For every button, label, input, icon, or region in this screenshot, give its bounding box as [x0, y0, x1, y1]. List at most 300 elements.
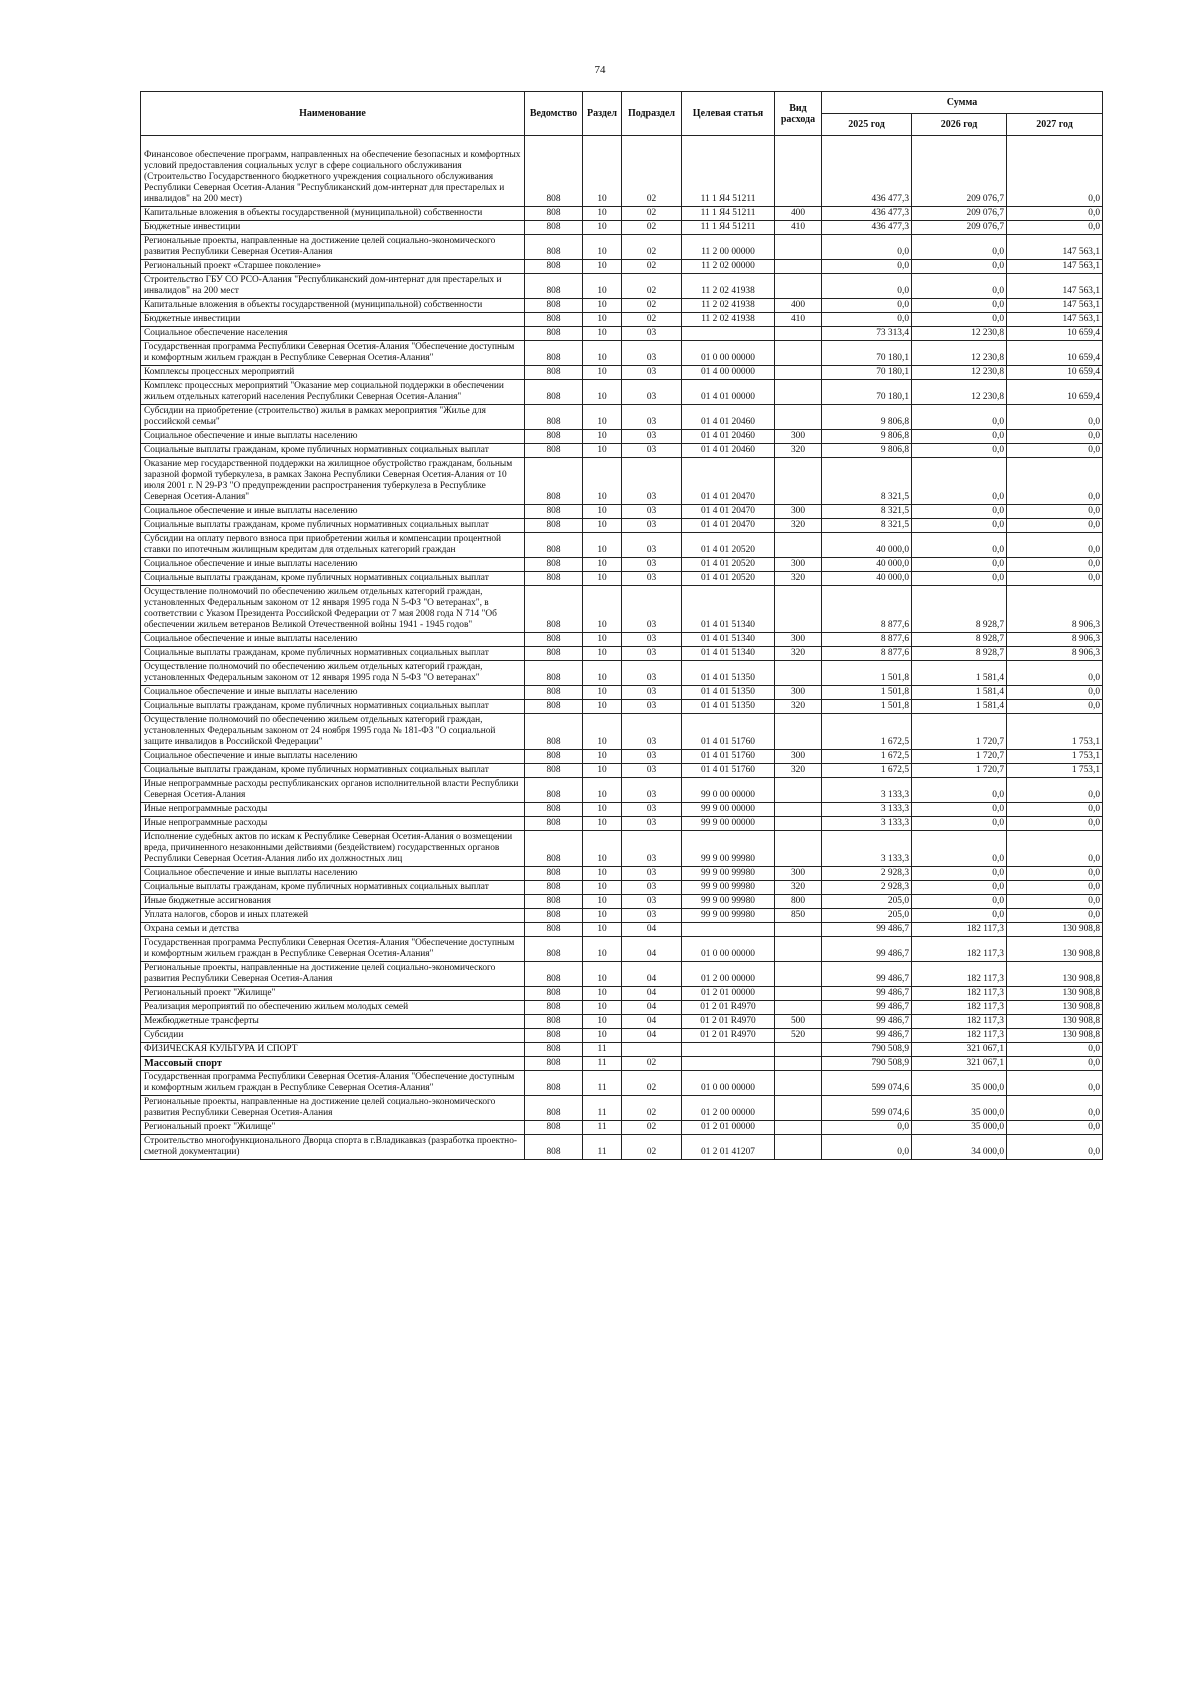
row-dept: 808: [525, 881, 583, 895]
row-target: 01 4 01 51350: [682, 686, 775, 700]
row-2026: 0,0: [912, 260, 1007, 274]
row-name: Государственная программа Республики Северная Осетия-Алания "Обеспечение доступным и комфортным жильем граждан в Республике Северная Осетия-Алания": [141, 937, 525, 962]
row-expense-type: [775, 962, 822, 987]
row-name: Охрана семьи и детства: [141, 923, 525, 937]
row-name: Строительство ГБУ СО РСО-Алания "Республиканский дом-интернат для престарелых и инвалидов" на 200 мест: [141, 274, 525, 299]
row-target: 11 2 02 41938: [682, 313, 775, 327]
row-section: 10: [583, 817, 622, 831]
table-row: [141, 586, 1103, 633]
row-dept: 808: [525, 647, 583, 661]
row-expense-type: [775, 1057, 822, 1071]
row-2026: 0,0: [912, 299, 1007, 313]
row-2025: 3 133,3: [822, 778, 912, 803]
row-2026: 209 076,7: [912, 207, 1007, 221]
row-section: 11: [583, 1135, 622, 1160]
row-target: 99 9 00 99980: [682, 895, 775, 909]
row-subsection: 03: [622, 764, 682, 778]
row-target: 11 1 Я4 51211: [682, 221, 775, 235]
row-expense-type: [775, 366, 822, 380]
row-2027: 130 908,8: [1007, 923, 1103, 937]
row-2027: 10 659,4: [1007, 327, 1103, 341]
row-dept: 808: [525, 831, 583, 867]
row-2026: 182 117,3: [912, 1015, 1007, 1029]
row-name: Региональные проекты, направленные на достижение целей социально-экономического развития Республики Северная Осетия-Алания: [141, 962, 525, 987]
row-dept: 808: [525, 405, 583, 430]
row-2027: 0,0: [1007, 519, 1103, 533]
row-subsection: 03: [622, 817, 682, 831]
row-section: 10: [583, 313, 622, 327]
row-section: 10: [583, 558, 622, 572]
row-2027: 147 563,1: [1007, 313, 1103, 327]
row-2025: 70 180,1: [822, 380, 912, 405]
row-subsection: 03: [622, 778, 682, 803]
row-2025: 3 133,3: [822, 817, 912, 831]
row-2026: 0,0: [912, 313, 1007, 327]
row-section: 10: [583, 586, 622, 633]
row-name: Социальное обеспечение и иные выплаты населению: [141, 505, 525, 519]
row-2027: 0,0: [1007, 1135, 1103, 1160]
row-target: 01 4 01 20520: [682, 572, 775, 586]
row-target: 01 4 00 00000: [682, 366, 775, 380]
row-2025: 70 180,1: [822, 366, 912, 380]
row-section: 10: [583, 831, 622, 867]
table-row: [141, 572, 1103, 586]
row-section: 10: [583, 327, 622, 341]
row-2025: 0,0: [822, 1121, 912, 1135]
row-target: 01 4 01 51340: [682, 647, 775, 661]
row-name: Социальное обеспечение и иные выплаты населению: [141, 558, 525, 572]
row-subsection: 03: [622, 572, 682, 586]
row-2025: 8 321,5: [822, 458, 912, 505]
row-dept: 808: [525, 962, 583, 987]
table-row: [141, 750, 1103, 764]
budget-table: [140, 91, 1103, 1160]
row-2025: 99 486,7: [822, 937, 912, 962]
row-2025: 40 000,0: [822, 572, 912, 586]
row-expense-type: [775, 533, 822, 558]
row-target: 01 4 01 00000: [682, 380, 775, 405]
row-dept: 808: [525, 313, 583, 327]
row-2026: 35 000,0: [912, 1096, 1007, 1121]
row-2025: 99 486,7: [822, 1001, 912, 1015]
row-subsection: 03: [622, 341, 682, 366]
row-2027: 0,0: [1007, 458, 1103, 505]
table-row: [141, 778, 1103, 803]
row-subsection: 03: [622, 686, 682, 700]
row-expense-type: 400: [775, 299, 822, 313]
row-target: 01 4 01 20460: [682, 430, 775, 444]
row-expense-type: 850: [775, 909, 822, 923]
row-2025: 8 321,5: [822, 519, 912, 533]
row-2026: 34 000,0: [912, 1135, 1007, 1160]
row-section: 10: [583, 533, 622, 558]
row-subsection: 04: [622, 987, 682, 1001]
row-section: 10: [583, 686, 622, 700]
row-target: 99 9 00 99980: [682, 909, 775, 923]
row-name: Социальные выплаты гражданам, кроме публичных нормативных социальных выплат: [141, 572, 525, 586]
page-number: 74: [594, 64, 606, 76]
table-row: [141, 430, 1103, 444]
row-2025: 2 928,3: [822, 881, 912, 895]
table-row: [141, 260, 1103, 274]
row-dept: 808: [525, 895, 583, 909]
row-2025: 599 074,6: [822, 1096, 912, 1121]
row-section: 10: [583, 1029, 622, 1043]
row-expense-type: [775, 380, 822, 405]
row-2026: 1 581,4: [912, 686, 1007, 700]
row-name: Социальное обеспечение и иные выплаты населению: [141, 750, 525, 764]
row-name: Социальное обеспечение и иные выплаты населению: [141, 633, 525, 647]
table-row: [141, 831, 1103, 867]
row-dept: 808: [525, 380, 583, 405]
row-section: 10: [583, 366, 622, 380]
row-2025: 8 877,6: [822, 586, 912, 633]
row-expense-type: 400: [775, 207, 822, 221]
row-expense-type: [775, 923, 822, 937]
row-subsection: 03: [622, 458, 682, 505]
table-row: [141, 1121, 1103, 1135]
row-section: 10: [583, 1015, 622, 1029]
row-name: Исполнение судебных актов по искам к Республике Северная Осетия-Алания о возмещении вреда, причиненного незаконными действиями (бездействием) государственных органов Республики Северная Осетия-Алания либо их должностных лиц: [141, 831, 525, 867]
row-dept: 808: [525, 572, 583, 586]
table-row: [141, 987, 1103, 1001]
row-name: Социальные выплаты гражданам, кроме публичных нормативных социальных выплат: [141, 764, 525, 778]
row-dept: 808: [525, 260, 583, 274]
row-section: 10: [583, 937, 622, 962]
row-dept: 808: [525, 207, 583, 221]
row-2026: 0,0: [912, 831, 1007, 867]
row-dept: 808: [525, 505, 583, 519]
row-dept: 808: [525, 586, 583, 633]
row-name: Региональные проекты, направленные на достижение целей социально-экономического развития Республики Северная Осетия-Алания: [141, 235, 525, 260]
table-row: [141, 221, 1103, 235]
row-2027: 0,0: [1007, 207, 1103, 221]
row-2025: 99 486,7: [822, 962, 912, 987]
row-subsection: 03: [622, 831, 682, 867]
row-target: 11 2 02 00000: [682, 260, 775, 274]
row-name: Социальные выплаты гражданам, кроме публичных нормативных социальных выплат: [141, 444, 525, 458]
row-2027: 130 908,8: [1007, 1029, 1103, 1043]
table-row: [141, 661, 1103, 686]
row-expense-type: 320: [775, 881, 822, 895]
row-expense-type: [775, 1096, 822, 1121]
row-2025: 99 486,7: [822, 923, 912, 937]
table-row: [141, 380, 1103, 405]
row-2026: 321 067,1: [912, 1043, 1007, 1057]
row-2027: 0,0: [1007, 881, 1103, 895]
row-2027: 0,0: [1007, 803, 1103, 817]
header-subsection: Подраздел: [622, 92, 682, 136]
row-target: 99 9 00 00000: [682, 803, 775, 817]
row-2026: 0,0: [912, 505, 1007, 519]
row-name: Социальное обеспечение и иные выплаты населению: [141, 686, 525, 700]
row-dept: 808: [525, 750, 583, 764]
row-2026: 0,0: [912, 817, 1007, 831]
row-2025: 1 501,8: [822, 686, 912, 700]
row-2027: 0,0: [1007, 221, 1103, 235]
row-target: 01 0 00 00000: [682, 1071, 775, 1096]
row-2025: 8 877,6: [822, 633, 912, 647]
row-section: 10: [583, 633, 622, 647]
row-expense-type: [775, 1001, 822, 1015]
header-year-2026: 2026 год: [912, 114, 1007, 136]
row-expense-type: [775, 136, 822, 207]
row-name: Иные непрограммные расходы: [141, 803, 525, 817]
row-2026: 182 117,3: [912, 1029, 1007, 1043]
table-row: [141, 313, 1103, 327]
row-dept: 808: [525, 686, 583, 700]
row-dept: 808: [525, 458, 583, 505]
table-row: [141, 803, 1103, 817]
row-expense-type: [775, 274, 822, 299]
table-row: [141, 519, 1103, 533]
row-name: Осуществление полномочий по обеспечению жильем отдельных категорий граждан, установленных Федеральным законом от 12 января 1995 года N 5-ФЗ "О ветеранах", в соответствии с Указом Президента Российской Федерации от 7 мая 2008 года N 714 "Об обеспечении жильем ветеранов Великой Отечественной войны 1941 - 1945 годов": [141, 586, 525, 633]
row-section: 10: [583, 207, 622, 221]
row-section: 10: [583, 661, 622, 686]
row-name: Государственная программа Республики Северная Осетия-Алания "Обеспечение доступным и комфортным жильем граждан в Республике Северная Осетия-Алания": [141, 1071, 525, 1096]
row-name: Межбюджетные трансферты: [141, 1015, 525, 1029]
row-expense-type: [775, 341, 822, 366]
table-row: [141, 881, 1103, 895]
row-expense-type: 320: [775, 700, 822, 714]
row-section: 10: [583, 572, 622, 586]
row-2025: 8 321,5: [822, 505, 912, 519]
row-dept: 808: [525, 987, 583, 1001]
row-2027: 0,0: [1007, 1071, 1103, 1096]
row-name: Осуществление полномочий по обеспечению жильем отдельных категорий граждан, установленных Федеральным законом от 12 января 1995 года N 5-ФЗ "О ветеранах": [141, 661, 525, 686]
row-target: 01 0 00 00000: [682, 341, 775, 366]
row-2025: 99 486,7: [822, 987, 912, 1001]
row-name: Социальные выплаты гражданам, кроме публичных нормативных социальных выплат: [141, 519, 525, 533]
row-2026: 209 076,7: [912, 221, 1007, 235]
row-dept: 808: [525, 633, 583, 647]
row-2025: 599 074,6: [822, 1071, 912, 1096]
row-2027: 10 659,4: [1007, 366, 1103, 380]
row-section: 10: [583, 962, 622, 987]
row-2027: 0,0: [1007, 895, 1103, 909]
row-name: Капитальные вложения в объекты государственной (муниципальной) собственности: [141, 299, 525, 313]
row-name: Строительство многофункционального Дворца спорта в г.Владикавказ (разработка проектно-сметной документации): [141, 1135, 525, 1160]
table-header: [141, 92, 1103, 136]
table-row: [141, 341, 1103, 366]
row-dept: 808: [525, 341, 583, 366]
row-name: Субсидии на оплату первого взноса при приобретении жилья и компенсации процентной ставки по ипотечным жилищным кредитам для отдельных категорий граждан: [141, 533, 525, 558]
row-2025: 70 180,1: [822, 341, 912, 366]
row-target: 01 4 01 51350: [682, 700, 775, 714]
row-expense-type: 500: [775, 1015, 822, 1029]
row-dept: 808: [525, 1071, 583, 1096]
row-section: 10: [583, 764, 622, 778]
row-2027: 0,0: [1007, 831, 1103, 867]
header-sum: Сумма: [822, 92, 1103, 114]
row-2026: 8 928,7: [912, 647, 1007, 661]
row-2027: 0,0: [1007, 405, 1103, 430]
row-2026: 0,0: [912, 405, 1007, 430]
row-2026: 35 000,0: [912, 1071, 1007, 1096]
row-name: Осуществление полномочий по обеспечению жильем отдельных категорий граждан, установленных Федеральным законом от 24 ноября 1995 года № 181-ФЗ "О социальной защите инвалидов в Российской Федерации": [141, 714, 525, 750]
row-section: 11: [583, 1071, 622, 1096]
table-row: [141, 867, 1103, 881]
row-2027: 1 753,1: [1007, 764, 1103, 778]
row-section: 10: [583, 221, 622, 235]
row-expense-type: [775, 1121, 822, 1135]
row-2027: 0,0: [1007, 686, 1103, 700]
row-name: Капитальные вложения в объекты государственной (муниципальной) собственности: [141, 207, 525, 221]
row-expense-type: [775, 235, 822, 260]
table-row: [141, 533, 1103, 558]
row-dept: 808: [525, 1015, 583, 1029]
table-row: [141, 962, 1103, 987]
row-target: 01 4 01 51760: [682, 764, 775, 778]
row-dept: 808: [525, 764, 583, 778]
row-subsection: 03: [622, 586, 682, 633]
table-row: [141, 909, 1103, 923]
row-expense-type: 300: [775, 430, 822, 444]
row-target: 01 4 01 20520: [682, 533, 775, 558]
row-target: 01 2 01 41207: [682, 1135, 775, 1160]
row-dept: 808: [525, 533, 583, 558]
row-subsection: 03: [622, 661, 682, 686]
row-target: 01 2 01 R4970: [682, 1029, 775, 1043]
table-row: [141, 558, 1103, 572]
table-row: [141, 937, 1103, 962]
row-2025: 99 486,7: [822, 1029, 912, 1043]
row-section: 11: [583, 1057, 622, 1071]
table-row: [141, 327, 1103, 341]
row-subsection: 04: [622, 1001, 682, 1015]
table-row: [141, 136, 1103, 207]
row-name: Региональные проекты, направленные на достижение целей социально-экономического развития Республики Северная Осетия-Алания: [141, 1096, 525, 1121]
row-name: Региональный проект "Жилище": [141, 987, 525, 1001]
row-2027: 0,0: [1007, 867, 1103, 881]
row-name: Реализация мероприятий по обеспечению жильем молодых семей: [141, 1001, 525, 1015]
row-section: 11: [583, 1121, 622, 1135]
row-dept: 808: [525, 1043, 583, 1057]
row-expense-type: [775, 778, 822, 803]
row-dept: 808: [525, 1057, 583, 1071]
row-2026: 182 117,3: [912, 1001, 1007, 1015]
table-row: [141, 366, 1103, 380]
row-target: 01 4 01 51760: [682, 714, 775, 750]
row-name: Субсидии на приобретение (строительство) жилья в рамках мероприятия "Жилье для российской семьи": [141, 405, 525, 430]
row-name: Бюджетные инвестиции: [141, 313, 525, 327]
row-expense-type: 300: [775, 750, 822, 764]
row-name: Региональный проект "Жилище": [141, 1121, 525, 1135]
table-row: [141, 1001, 1103, 1015]
row-2026: 0,0: [912, 274, 1007, 299]
row-2026: 0,0: [912, 558, 1007, 572]
row-name: Субсидии: [141, 1029, 525, 1043]
row-2026: 0,0: [912, 458, 1007, 505]
row-dept: 808: [525, 235, 583, 260]
header-year-2027: 2027 год: [1007, 114, 1103, 136]
row-2026: 1 720,7: [912, 750, 1007, 764]
row-2025: 205,0: [822, 909, 912, 923]
row-target: 01 2 01 00000: [682, 987, 775, 1001]
row-name: Государственная программа Республики Северная Осетия-Алания "Обеспечение доступным и комфортным жильем граждан в Республике Северная Осетия-Алания": [141, 341, 525, 366]
row-subsection: 02: [622, 207, 682, 221]
row-dept: 808: [525, 1096, 583, 1121]
row-2027: 0,0: [1007, 817, 1103, 831]
row-name: Оказание мер государственной поддержки на жилищное обустройство гражданам, больным заразной формой туберкулеза, в рамках Закона Республики Северная Осетия-Алания от 10 июля 2001 г. N 29-РЗ "О предупреждении распространения туберкулеза в Республике Северная Осетия-Алания": [141, 458, 525, 505]
row-subsection: 04: [622, 937, 682, 962]
table-row: [141, 817, 1103, 831]
row-expense-type: [775, 1043, 822, 1057]
row-2027: 130 908,8: [1007, 987, 1103, 1001]
row-subsection: [622, 1043, 682, 1057]
row-target: 01 2 00 00000: [682, 1096, 775, 1121]
row-name: Социальное обеспечение населения: [141, 327, 525, 341]
row-subsection: 02: [622, 1135, 682, 1160]
row-2025: 9 806,8: [822, 444, 912, 458]
row-expense-type: 800: [775, 895, 822, 909]
row-2027: 1 753,1: [1007, 750, 1103, 764]
row-2025: 0,0: [822, 299, 912, 313]
row-target: 01 4 01 20460: [682, 405, 775, 430]
table-row: [141, 274, 1103, 299]
row-expense-type: [775, 661, 822, 686]
row-dept: 808: [525, 923, 583, 937]
row-subsection: 03: [622, 647, 682, 661]
row-dept: 808: [525, 327, 583, 341]
row-2026: 182 117,3: [912, 987, 1007, 1001]
row-2025: 73 313,4: [822, 327, 912, 341]
row-section: 10: [583, 444, 622, 458]
row-section: 10: [583, 895, 622, 909]
table-row: [141, 505, 1103, 519]
row-dept: 808: [525, 519, 583, 533]
row-subsection: 03: [622, 867, 682, 881]
row-2025: 436 477,3: [822, 136, 912, 207]
row-2026: 0,0: [912, 533, 1007, 558]
row-2027: 1 753,1: [1007, 714, 1103, 750]
row-target: [682, 1057, 775, 1071]
row-2027: 8 906,3: [1007, 633, 1103, 647]
table-row: [141, 1135, 1103, 1160]
row-2025: 8 877,6: [822, 647, 912, 661]
row-target: 01 2 01 R4970: [682, 1001, 775, 1015]
row-subsection: 03: [622, 430, 682, 444]
row-dept: 808: [525, 136, 583, 207]
row-2026: 12 230,8: [912, 327, 1007, 341]
row-2025: 790 508,9: [822, 1043, 912, 1057]
row-2026: 8 928,7: [912, 586, 1007, 633]
header-year-2025: 2025 год: [822, 114, 912, 136]
row-subsection: 02: [622, 1071, 682, 1096]
row-target: 01 2 00 00000: [682, 962, 775, 987]
row-expense-type: [775, 803, 822, 817]
table-row: [141, 1043, 1103, 1057]
row-dept: 808: [525, 778, 583, 803]
row-2025: 3 133,3: [822, 831, 912, 867]
row-name: Комплекс процессных мероприятий "Оказание мер социальной поддержки в обеспечении жильем отдельных категорий населения Республики Северная Осетия-Алания": [141, 380, 525, 405]
row-2026: 0,0: [912, 430, 1007, 444]
row-2026: 1 720,7: [912, 714, 1007, 750]
row-target: 01 4 01 20470: [682, 458, 775, 505]
row-expense-type: [775, 1071, 822, 1096]
row-2025: 99 486,7: [822, 1015, 912, 1029]
row-expense-type: [775, 458, 822, 505]
row-2027: 10 659,4: [1007, 380, 1103, 405]
row-2027: 0,0: [1007, 1096, 1103, 1121]
row-subsection: 03: [622, 750, 682, 764]
row-target: 11 2 00 00000: [682, 235, 775, 260]
row-2026: 35 000,0: [912, 1121, 1007, 1135]
row-subsection: 03: [622, 405, 682, 430]
row-2026: 0,0: [912, 895, 1007, 909]
row-section: 10: [583, 519, 622, 533]
row-2027: 0,0: [1007, 444, 1103, 458]
